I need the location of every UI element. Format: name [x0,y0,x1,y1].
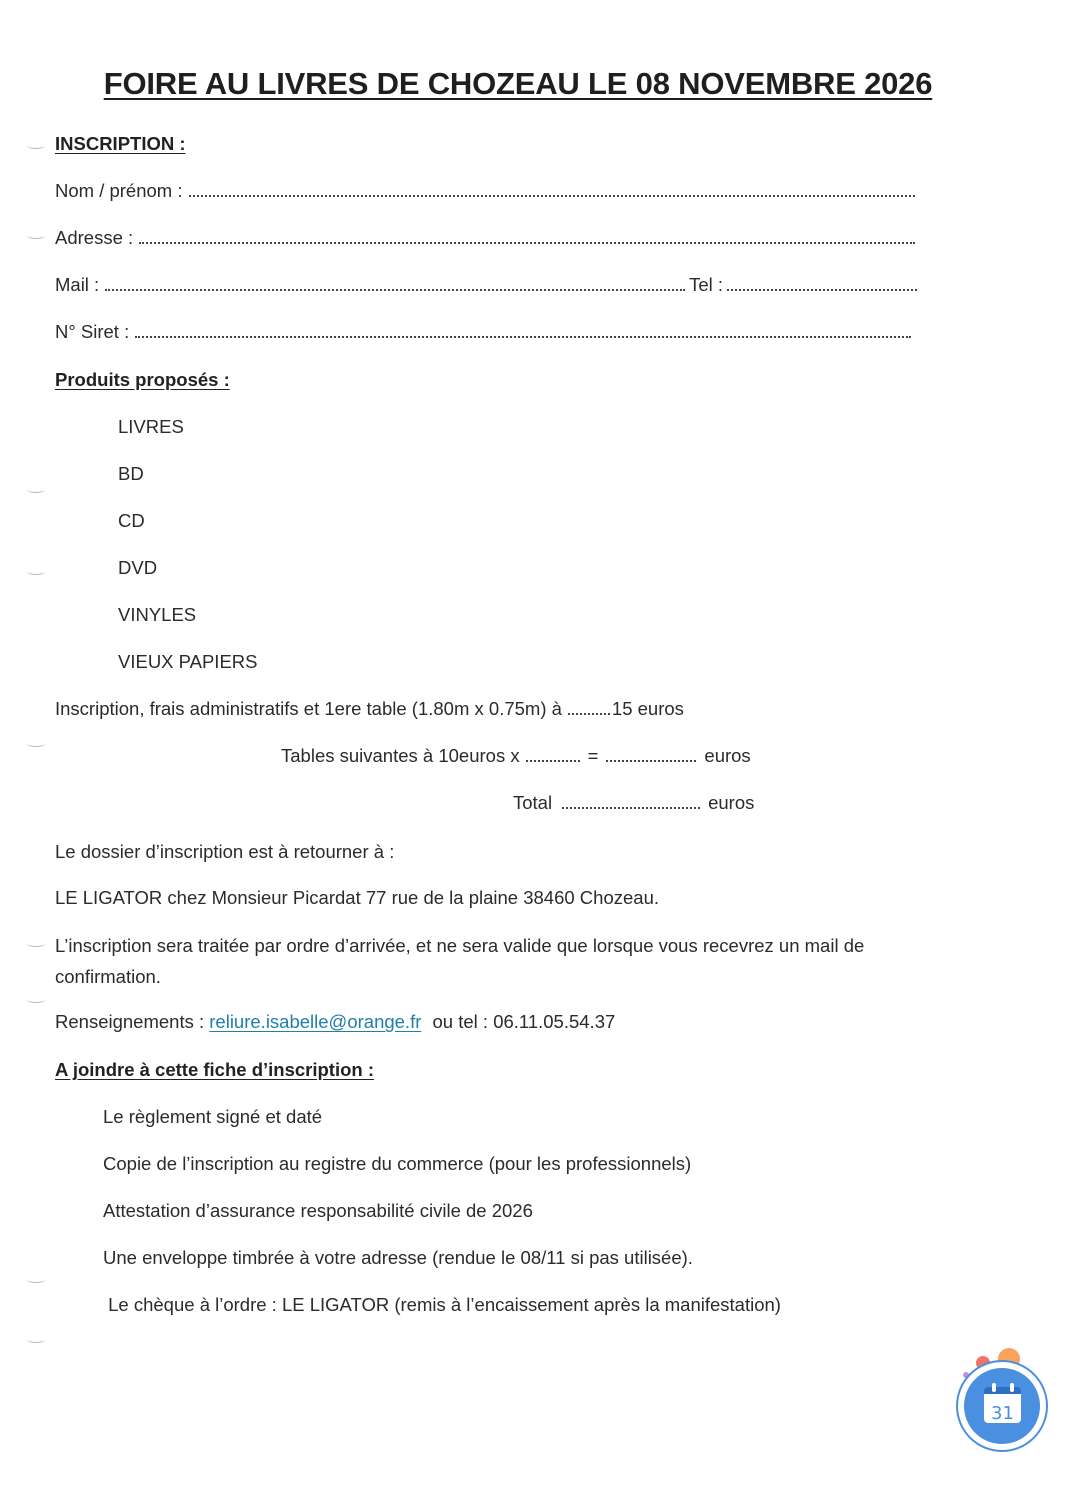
margin-mark [27,940,45,947]
return-address: LE LIGATOR chez Monsieur Picardat 77 rue de la plaine 38460 Chozeau. [55,887,660,908]
attachment-item: Le règlement signé et daté [103,1106,323,1127]
total-row[interactable] [513,794,754,813]
calendar-ring-left [992,1383,996,1392]
first-table-amount: 15 euros [611,698,684,719]
attachments-heading: A joindre à cette fiche d’inscription : [55,1059,374,1080]
contact-phone: ou tel : 06.11.05.54.37 [432,1011,616,1032]
first-table-price [55,700,684,719]
tel-blank[interactable] [727,288,917,291]
contact-label: Renseignements : [55,1011,205,1032]
registration-notice: L’inscription sera traitée par ordre d’arrivée, et ne sera valide que lorsque vous recevrez un mail de confirmation. [55,935,865,987]
product-item: BD [118,463,144,484]
contact-email-link[interactable]: reliure.isabelle@orange.fr [209,1011,422,1032]
product-item: LIVRES [118,416,184,437]
product-item: VIEUX PAPIERS [118,651,258,672]
contact-line [55,1013,615,1032]
margin-mark [27,486,45,493]
margin-mark [27,232,45,239]
margin-mark [27,740,45,747]
first-table-label: Inscription, frais administratifs et 1ere table (1.80m x 0.75m) à [55,698,562,719]
margin-mark [27,1276,45,1283]
mail-blank[interactable] [105,288,685,291]
name-field[interactable] [55,182,917,201]
return-intro: Le dossier d’inscription est à retourner à : [55,841,395,862]
product-item: DVD [118,557,158,578]
siret-label: N° Siret : [55,321,130,342]
first-table-dots [568,712,610,715]
equals-sign: = [587,745,599,766]
siret-field[interactable] [55,323,913,342]
next-tables-label: Tables suivantes à 10euros x [281,745,520,766]
address-label: Adresse : [55,227,134,248]
total-label: Total [513,792,553,813]
mail-tel-field[interactable] [55,276,919,295]
next-tables-row[interactable] [281,747,751,766]
next-tables-euros: euros [704,745,751,766]
calendar-badge-button[interactable] [948,1346,1058,1456]
next-tables-quantity-blank[interactable] [526,759,580,762]
inscription-heading: INSCRIPTION : [55,133,186,154]
product-item: VINYLES [118,604,197,625]
margin-mark [27,142,45,149]
total-euros: euros [708,792,755,813]
siret-blank[interactable] [135,335,911,338]
page-title: FOIRE AU LIVRES DE CHOZEAU LE 08 NOVEMBRE 2026 [103,66,933,101]
attachment-item: Attestation d’assurance responsabilité civile de 2026 [103,1200,533,1221]
mail-label: Mail : [55,274,100,295]
tel-label: Tel : [689,274,723,295]
address-field[interactable] [55,229,917,248]
products-heading: Produits proposés : [55,369,230,390]
margin-mark [27,1336,45,1343]
total-blank[interactable] [562,806,700,809]
calendar-ring-right [1010,1383,1014,1392]
next-tables-amount-blank[interactable] [606,759,696,762]
attachment-item: Le chèque à l’ordre : LE LIGATOR (remis à l’encaissement après la manifestation) [103,1294,781,1315]
margin-mark [27,568,45,575]
address-blank[interactable] [139,241,915,244]
margin-mark [27,996,45,1003]
calendar-icon: 31 [984,1387,1021,1423]
attachment-item: Une enveloppe timbrée à votre adresse (rendue le 08/11 si pas utilisée). [103,1247,693,1268]
attachment-item: Copie de l’inscription au registre du commerce (pour les professionnels) [103,1153,692,1174]
name-blank[interactable] [189,194,916,197]
name-label: Nom / prénom : [55,180,183,201]
product-item: CD [118,510,145,531]
